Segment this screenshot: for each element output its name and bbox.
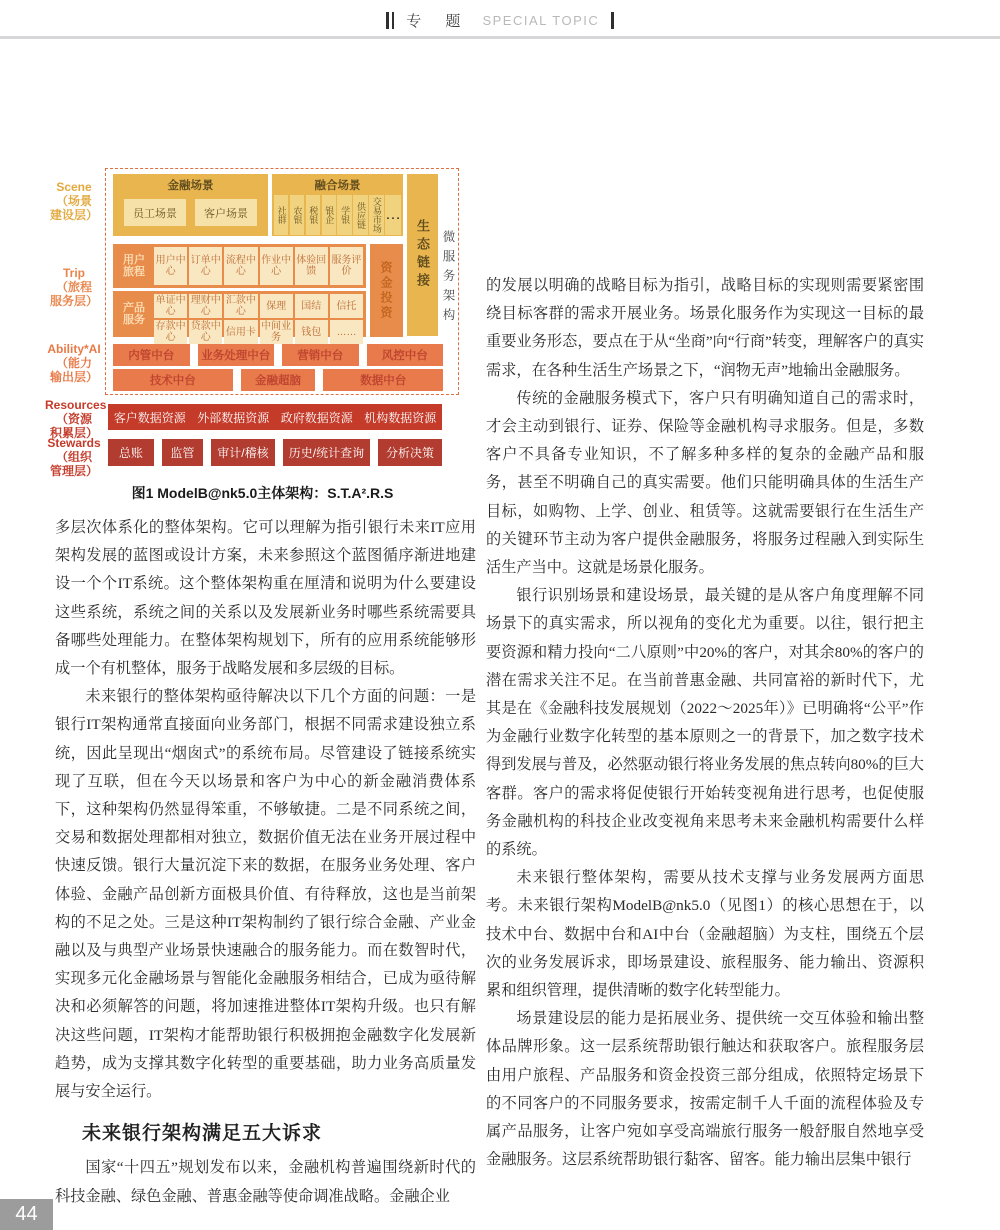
fusion-cell: 学银 [337,195,351,235]
body-paragraph: 国家“十四五”规划发布以来，金融机构普遍围绕新时代的科技金融、绿色金融、普惠金融等使命调准战略。金融企业 [55,1159,476,1205]
resource-item: 政府数据资源 [280,410,353,425]
ability-cell: 营销中台 [282,344,359,366]
steward-cell: 审计/稽核 [211,439,275,466]
trip-cell: 订单中心 [189,247,222,285]
ability-cell: 技术中台 [113,369,233,391]
resource-item: 客户数据资源 [113,410,186,425]
resource-item: 机构数据资源 [364,410,437,425]
steward-cell: 历史/统计查询 [283,439,370,466]
body-paragraph: 银行识别场景和建设场景，最关键的是从客户角度理解不同场景下的真实需求，所以视角的变化尤为重要。以往，银行把主要资源和精力投向“二八原则”中20%的客户，对其余80%的客户的潜在需求关注不足。在当前普惠金融、共同富裕的新时代下，尤其是在《金融科技发展规划（2022～2025年）》已明确将“公平”作为金融行业数字化转型的基本原则之一的背景下，加之数字技术得到发展与普及，必然驱动银行将业务发展的焦点转向80%的巨大客群。客户的需求将促使银行开始转变视角进行思考，也促使服务金融机构的科技企业改变视角来思考未来金融机构需要什么样的系统。 [486,587,924,859]
steward-cell: 总账 [108,439,154,466]
scene-cell: 员工场景 [124,199,186,226]
fusion-cell: … [385,195,401,235]
steward-cell: 分析决策 [378,439,442,466]
layer-label-stewards: Stewards （组织 管理层） [47,436,101,478]
right-column [486,272,924,1175]
fusion-cell: 农银 [290,195,304,235]
scene-cell: 客户场景 [195,199,257,226]
trip-cell: 流程中心 [224,247,257,285]
ability-cell: 金融超脑 [241,369,316,391]
finance-scene-block [113,174,268,236]
trip-cell: 汇款中心 [225,295,256,317]
trip-cell: 国结 [295,294,328,318]
layer-label-ability: Ability*AI （能力 输出层） [47,342,101,384]
layer-label-scene: Scene （场景 建设层） [49,180,98,222]
resources-bar [108,404,442,430]
product-service-rows [113,291,366,343]
body-paragraph: 传统的金融服务模式下，客户只有明确知道自己的需求时，才会主动到银行、证券、保险等金融机构寻求服务。但是，多数客户不具备专业知识，不了解多种多样的复杂的金融产品和服务，甚至不明确自己的真实需要。他们只能明确具体的生活生产目标，如购物、上学、创业、租赁等。这就需要银行在生活生产的关键环节主动为客户提供金融服务，将服务过程融入到实际生活生产当中。这就是场景化服务。 [486,389,924,577]
stewards-row [108,439,442,466]
ability-row-2 [113,369,443,391]
trip-cell: 服务评价 [330,247,363,285]
ability-cell: 数据中台 [323,369,443,391]
body-paragraph: 未来银行整体架构，需要从技术支撑与业务发展两方面思考。未来银行架构ModelB@nk5.0（见图1）的核心思想在于，以技术中台、数据中台和AI中台（金融超脑）为支柱，围绕五个层次的业务发展诉求，即场景建设、旅程服务、能力输出、资源积累和组织管理，提供清晰的数字化转型能力。 [486,869,924,1000]
user-journey-label: 用户旅程 [123,254,145,278]
user-journey-row [113,244,366,288]
trip-cell: 作业中心 [260,247,293,285]
ability-cell: 风控中台 [367,344,444,366]
layer-label-resources: Resources （资源 积累层） [45,398,107,440]
fusion-cell: 税银 [306,195,320,235]
header-divider [0,36,1000,39]
microservice-architecture-label: 微服务架构 [441,230,455,328]
page-header [0,8,1000,32]
capital-investment-bar: 资金投资 [370,244,403,337]
trip-cell: 信用卡 [224,320,257,344]
trip-cell: 钱包 [295,320,328,344]
header-title-zh: 专 题 [406,12,471,30]
body-paragraph: 场景建设层的能力是拓展业务、提供统一交互体验和输出整体品牌形象。这一层系统帮助银行触达和获取客户。旅程服务层由用户旅程、产品服务和资金投资三部分组成，依照特定场景下的不同客户的不同服务要求，按需定制千人千面的流程体验及专属产品服务，让客户宛如享受高端旅行服务一般舒服自然地享受金融服务。这层系统帮助银行黏客、留客。能力输出层集中银行 [486,1010,924,1169]
ability-row-1 [113,344,443,366]
left-column [55,514,476,1211]
finance-scene-title: 金融场景 [167,180,214,192]
fusion-cell: 银企 [322,195,336,235]
diagram-dashed-frame [105,168,459,395]
fusion-cell: 供应链 [353,195,367,235]
trip-cell: 中间业务 [261,321,292,343]
trip-cell: 单证中心 [155,295,186,317]
section-heading: 未来银行架构满足五大诉求 [82,1123,323,1145]
trip-cell: 用户中心 [154,247,187,285]
trip-cell: 信托 [330,294,363,318]
fusion-cell: 交易市场 [369,195,383,235]
trip-cell: 存款中心 [155,321,186,343]
layer-label-trip: Trip （旅程 服务层） [49,266,98,308]
trip-cell: …… [330,320,363,344]
figure-caption: 图1 ModelB@nk5.0主体架构：S.T.A².R.S [131,485,394,501]
body-paragraph: 多层次体系化的整体架构。它可以理解为指引银行未来IT应用架构发展的蓝图或设计方案，未来参照这个蓝图循序渐进地建设一个个IT系统。这个整体架构重在厘清和说明为什么要建设这些系统，系统之间的关系以及发展新业务时哪些系统需要具备哪些处理能力。在整体架构规划下，所有的应用系统能够形成一个有机整体，服务于战略发展和多层级的目标。 [55,519,476,678]
single-bar-icon [611,12,614,29]
figure1-diagram [45,168,460,478]
trip-cell: 体验回馈 [295,247,328,285]
product-service-label: 产品服务 [123,302,145,326]
fusion-scene-block [272,174,403,236]
steward-cell: 监管 [162,439,203,466]
trip-cell: 理财中心 [190,295,221,317]
page-number: 44 [0,1199,53,1230]
ability-cell: 内管中台 [113,344,190,366]
trip-cell: 保理 [260,294,293,318]
body-paragraph: 未来银行的整体架构亟待解决以下几个方面的问题：一是银行IT架构通常直接面向业务部门，根据不同需求建设独立系统，因此呈现出“烟囱式”的系统布局。尽管建设了链接系统实现了互联，但在今天以场景和客户为中心的新金融消费体系下，这种架构仍然显得笨重，不够敏捷。二是不同系统之间，交易和数据处理都相对独立，数据价值无法在业务开展过程中快速反馈。银行大量沉淀下来的数据，在服务业务处理、客户体验、金融产品创新方面极具价值、有待释放，这也是当前架构的不足之处。三是这种IT架构制约了银行综合金融、产业金融以及与典型产业场景快速融合的服务能力。而在数智时代，实现多元化金融场景与智能化金融服务相结合，已成为亟待解决和必须解答的问题，将加速推进整体IT架构升级。也只有解决这些问题，IT架构才能帮助银行积极拥抱金融数字化发展新趋势，成为支撑其数字化转型的重要基础，助力业务高质量发展与安全运行。 [55,688,476,1101]
eco-link-bar: 生态链接 [407,174,438,336]
fusion-scene-title: 融合场景 [314,180,361,192]
double-bar-icon [386,12,394,29]
ability-cell: 业务处理中台 [198,344,275,366]
body-paragraph: 的发展以明确的战略目标为指引，战略目标的实现则需要紧密围绕目标客群的需求开展业务。场景化服务作为实现这一目标的最重要业务形态，要点在于从“坐商”向“行商”转变，理解客户的真实需求，在各种生活生产场景之下，“润物无声”地输出金融服务。 [486,277,924,379]
resource-item: 外部数据资源 [197,410,270,425]
header-title-en: SPECIAL TOPIC [482,12,600,28]
fusion-cell: 社群 [274,195,288,235]
trip-cell: 贷款中心 [190,321,221,343]
